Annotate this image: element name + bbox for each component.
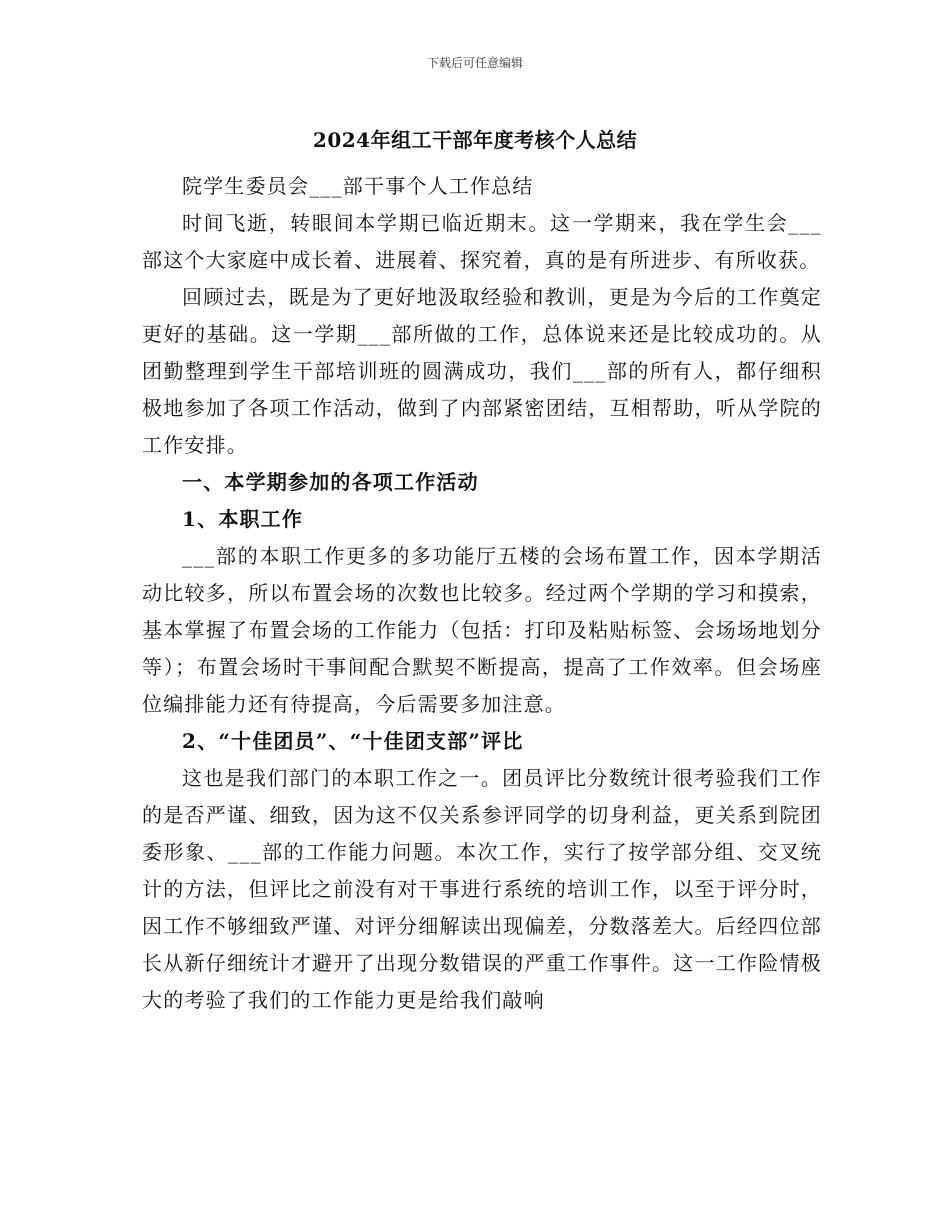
subsection-heading-main-work: 1、本职工作 — [182, 507, 304, 531]
paragraph-intro-line: 院学生委员会___部干事个人工作总结 — [182, 174, 534, 198]
document-title: 2024年组工干部年度考核个人总结 — [312, 128, 638, 152]
section-heading-activities: 一、本学期参加的各项工作活动 — [182, 470, 479, 494]
page-header-note: 下载后可任意编辑 — [426, 56, 523, 70]
document-body — [142, 168, 822, 1019]
paragraph-opening: 时间飞逝，转眼间本学期已临近期末。这一学期来，我在学生会___部这个大家庭中成长着、进展着、探究着，真的是有所进步、有所收获。 — [142, 211, 822, 272]
paragraph-main-work: ___部的本职工作更多的多功能厅五楼的会场布置工作，因本学期活动比较多，所以布置会场的次数也比较多。经过两个学期的学习和摸索，基本掌握了布置会场的工作能力（包括：打印及粘贴标签、会场场地划分等）；布置会场时干事间配合默契不断提高，提高了工作效率。但会场座位编排能力还有待提高，今后需要多加注意。 — [142, 544, 822, 716]
paragraph-evaluation: 这也是我们部门的本职工作之一。团员评比分数统计很考验我们工作的是否严谨、细致，因为这不仅关系参评同学的切身利益，更关系到院团委形象、___部的工作能力问题。本次工作，实行了按学部分组、交叉统计的方法，但评比之前没有对干事进行系统的培训工作，以至于评分时，因工作不够细致严谨、对评分细解读出现偏差，分数落差大。后经四位部长从新仔细统计才避开了出现分数错误的严重工作事件。这一工作险情极大的考验了我们的工作能力更是给我们敲响 — [142, 766, 822, 1012]
subsection-heading-evaluation: 2、“十佳团员”、“十佳团支部”评比 — [182, 729, 524, 753]
paragraph-review: 回顾过去，既是为了更好地汲取经验和教训，更是为今后的工作奠定更好的基础。这一学期___部所做的工作，总体说来还是比较成功的。从团勤整理到学生干部培训班的圆满成功，我们___部的所有人，都仔细积极地参加了各项工作活动，做到了内部紧密团结，互相帮助，听从学院的工作安排。 — [142, 285, 822, 457]
